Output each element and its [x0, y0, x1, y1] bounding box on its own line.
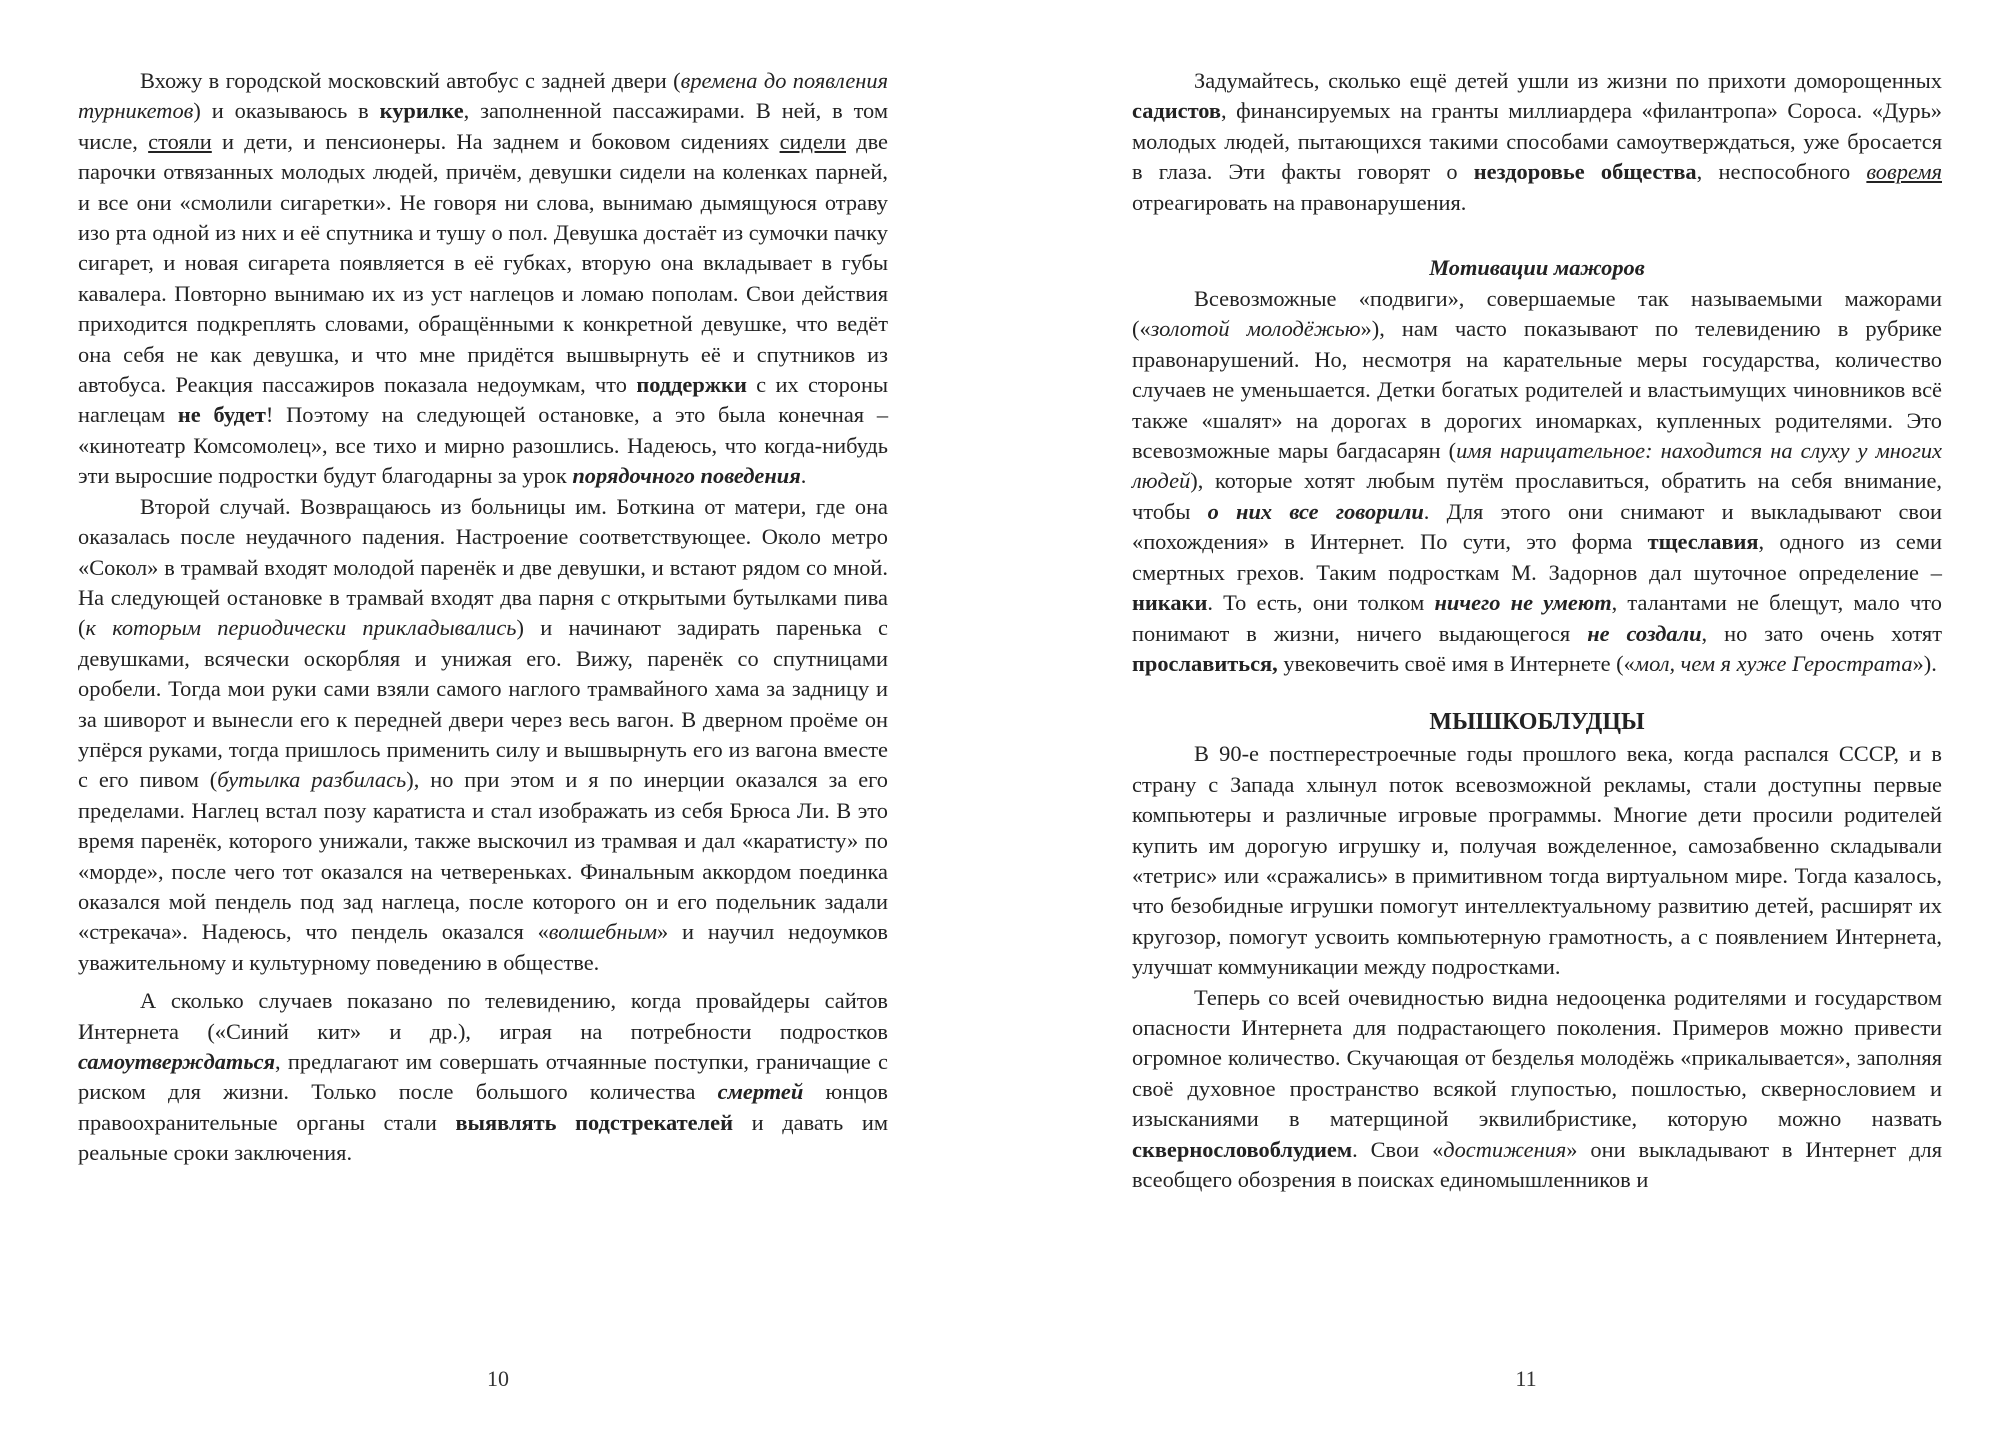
right-page-text	[1132, 66, 1942, 1195]
right-paragraph-4: Теперь со всей очевидностью видна недооценка родителями и государством опасности Интернета для подрастающего поколения. Примеров можно привести огромное количество. Скучающая от безделья молодёжь «прикалывается», заполняя своё духовное пространство всякой глупостью, пошлостью, сквернословием и изысканиями в матерщиной эквилибристике, которую можно назвать сквернословоблудием. Свои «достижения» они выкладывают в Интернет для всеобщего обозрения в поисках единомышленников и	[1132, 984, 1942, 1192]
left-page-text	[78, 66, 888, 1169]
left-paragraph-1: Вхожу в городской московский автобус с задней двери (времена до появления турникетов) и оказываюсь в курилке, заполненной пассажирами. В ней, в том числе, стояли и дети, и пенсионеры. На заднем и боковом сидениях сидели две парочки отвязанных молодых людей, причём, девушки сидели на коленках парней, и все они «смолили сигаретки». Не говоря ни слова, вынимаю дымящуюся отраву изо рта одной из них и её спутника и тушу о пол. Девушка достаёт из сумочки пачку сигарет, и новая сигарета появляется в её губках, вторую она вкладывает в губы кавалера. Повторно вынимаю их из уст наглецов и ломаю пополам. Свои действия приходится подкреплять словами, обращёнными к конкретной девушке, что ведёт она себя не как девушка, и что мне придётся вышвырнуть её и спутников из автобуса. Реакция пассажиров показала недоумкам, что поддержки с их стороны наглецам не будет! Поэтому на следующей остановке, а это была конечная – «кинотеатр Комсомолец», все тихо и мирно разошлись. Надеюсь, что когда-нибудь эти выросшие подростки будут благодарны за урок порядочного поведения.	[78, 68, 889, 489]
right-paragraph-1: Задумайтесь, сколько ещё детей ушли из жизни по прихоти доморощенных садистов, финансируемых на гранты миллиардера «филантропа» Сороса. «Дурь» молодых людей, пытающихся такими способами самоутверждаться, уже бросается в глаза. Эти факты говорят о нездоровье общества, неспособного вовремя отреагировать на правонарушения.	[1132, 68, 1942, 215]
page-number: 11	[1515, 1366, 1537, 1391]
left-paragraph-2: Второй случай. Возвращаюсь из больницы им. Боткина от матери, где она оказалась после неудачного падения. Настроение соответствующее. Около метро «Сокол» в трамвай входят молодой паренёк и две девушки, и встают рядом со мной. На следующей остановке в трамвай входят два парня с открытыми бутылками пива (к которым периодически прикладывались) и начинают задирать паренька с девушками, всячески оскорбляя и унижая его. Вижу, паренёк со спутницами оробели. Тогда мои руки сами взяли самого наглого трамвайного хама за задницу и за шиворот и вынесли его к передней двери через весь вагон. В дверном проёме он упёрся руками, тогда пришлось применить силу и вышвырнуть его из вагона вместе с его пивом (бутылка разбилась), но при этом и я по инерции оказался за его пределами. Наглец встал позу каратиста и стал изображать из себя Брюса Ли. В это время паренёк, которого унижали, также выскочил из трамвая и дал «каратисту» по «морде», после чего тот оказался на четвереньках. Финальным аккордом поединка оказался мой пендель под зад наглеца, после которого он и его подельник задали «стрекача». Надеюсь, что пендель оказался «волшебным» и научил недоумков уважительному и культурному поведению в обществе.	[78, 493, 888, 975]
right-paragraph-2: Всевозможные «подвиги», совершаемые так называемыми мажорами («золотой молодёжью»), нам часто показывают по телевидению в рубрике правонарушений. Но, несмотря на карательные меры государства, количество случаев не уменьшается. Детки богатых родителей и властьимущих чиновников всё также «шалят» на дорогах в дорогих иномарках, купленных родителями. Это всевозможные мары багдасарян (имя нарицательное: находится на слуху у многих людей), которые хотят любым путём прославиться, обратить на себя внимание, чтобы о них все говорили. Для этого они снимают и выкладывают свои «похождения» в Интернет. По сути, это форма тщеславия, одного из семи смертных грехов. Таким подросткам М. Задорнов дал шуточное определение – никаки. То есть, они толком ничего не умеют, талантами не блещут, мало что понимают в жизни, ничего выдающегося не создали, но зато очень хотят прославиться, увековечить своё имя в Интернете («мол, чем я хуже Герострата»).	[1132, 286, 1943, 676]
left-paragraph-3: А сколько случаев показано по телевидению, когда провайдеры сайтов Интернета («Синий кит» и др.), играя на потребности подростков самоутверждаться, предлагают им совершать отчаянные поступки, граничащие с риском для жизни. Только после большого количества смертей юнцов правоохранительные органы стали выявлять подстрекателей и давать им реальные сроки заключения.	[78, 988, 888, 1166]
section-heading-myshkobludtsy: МЫШКОБЛУДЦЫ	[1429, 709, 1645, 736]
right-paragraph-3: В 90-е постперестроечные годы прошлого века, когда распался СССР, и в страну с Запада хлынул поток всевозможной рекламы, стали доступны первые компьютеры и различные игровые программы. Многие дети просили родителей купить им дорогую игрушку и, получая вожделенное, самозабвенно складывали «тетрис» или «сражались» в примитивном тогда виртуальном мире. Тогда казалось, что безобидные игрушки помогут интеллектуальному развитию детей, расширят их кругозор, помогут усвоить компьютерную грамотность, а с появлением Интернета, улучшат коммуникации между подростками.	[1132, 741, 1942, 980]
right-page	[1000, 0, 2000, 1429]
section-heading-motivations: Мотивации мажоров	[1429, 255, 1645, 281]
page-number: 10	[487, 1366, 509, 1391]
